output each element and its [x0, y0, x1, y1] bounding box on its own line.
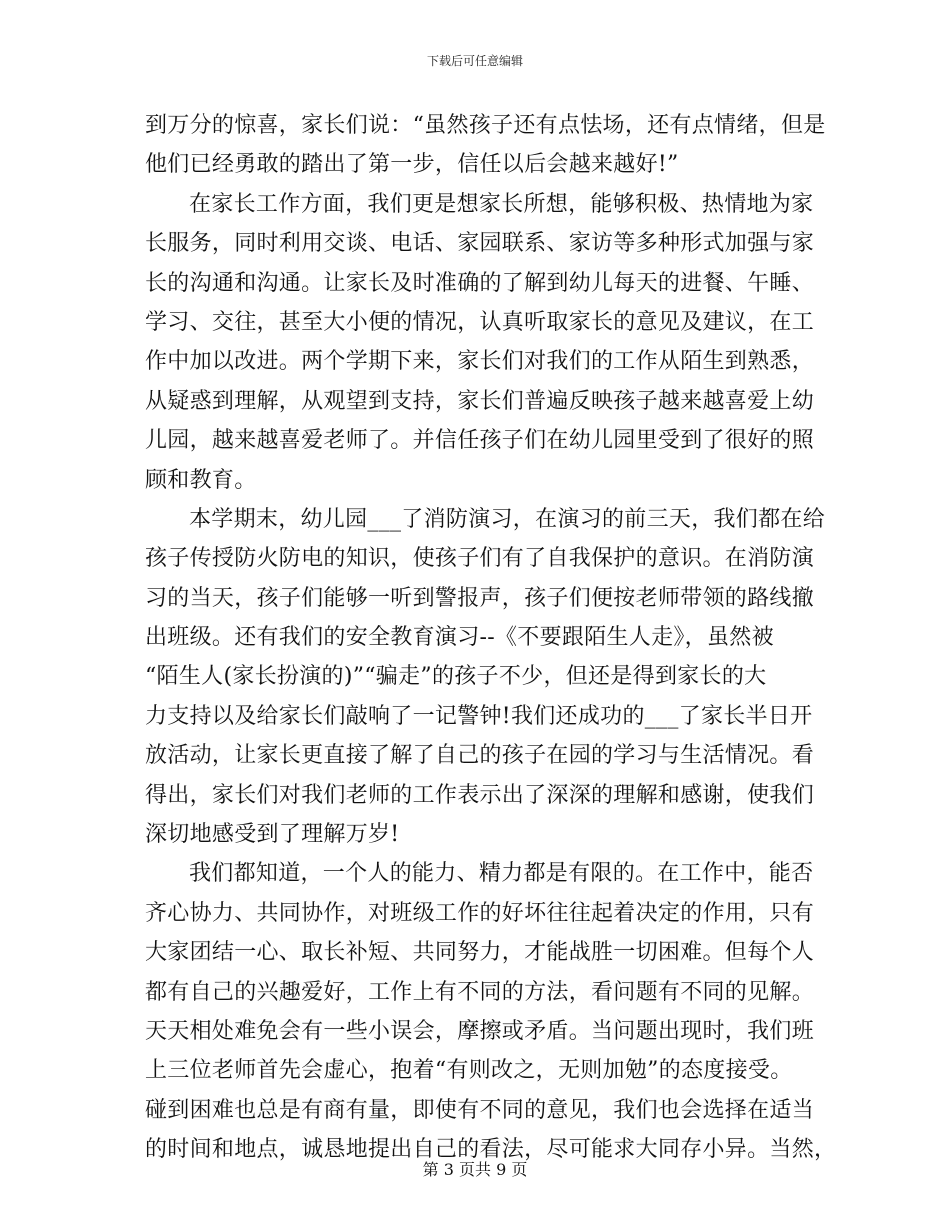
text-line: 作中加以改进。两个学期下来，家长们对我们的工作从陌生到熟悉，	[145, 349, 815, 375]
text-line: 他们已经勇敢的踏出了第一步，信任以后会越来越好!”	[145, 152, 679, 178]
text-line: 习的当天，孩子们能够一听到警报声，孩子们便按老师带领的路线撤	[145, 585, 815, 611]
text-line: 都有自己的兴趣爱好，工作上有不同的方法，看问题有不同的见解。	[145, 979, 815, 1005]
text-line: 得出，家长们对我们老师的工作表示出了深深的理解和感谢，使我们	[145, 782, 815, 808]
text-line: 天天相处难免会有一些小误会，摩擦或矛盾。当问题出现时，我们班	[145, 1018, 815, 1044]
text-line: 碰到困难也总是有商有量，即使有不同的意见，我们也会选择在适当	[145, 1097, 815, 1123]
text-line: 长的沟通和沟通。让家长及时准确的了解到幼儿每天的进餐、午睡、	[145, 270, 815, 296]
text-line: 大家团结一心、取长补短、共同努力，才能战胜一切困难。但每个人	[145, 940, 815, 966]
text-line: 在家长工作方面，我们更是想家长所想，能够积极、热情地为家	[189, 191, 814, 217]
text-line: 出班级。还有我们的安全教育演习--《不要跟陌生人走》，虽然被	[145, 625, 774, 651]
text-line: 力支持以及给家长们敲响了一记警钟!我们还成功的___了家长半日开	[145, 703, 813, 729]
text-line: 放活动，让家长更直接了解了自己的孩子在园的学习与生活情况。看	[145, 743, 815, 769]
text-line: 到万分的惊喜，家长们说：“虽然孩子还有点怯场，还有点情绪，但是	[145, 113, 826, 138]
text-line: 齐心协力、共同协作，对班级工作的好坏往往起着决定的作用，只有	[145, 900, 815, 926]
page-footer: 第 3 页共 9 页	[422, 1160, 528, 1179]
text-line: 深切地感受到了理解万岁!	[145, 822, 400, 848]
text-line: 长服务，同时利用交谈、电话、家园联系、家访等多种形式加强与家	[145, 231, 815, 257]
text-line: 上三位老师首先会虚心，抱着“有则改之，无则加勉”的态度接受。	[145, 1058, 793, 1084]
text-line: 我们都知道，一个人的能力、精力都是有限的。在工作中，能否	[189, 861, 814, 887]
page-header: 下载后可任意编辑	[426, 54, 523, 68]
text-line: 孩子传授防火防电的知识，使孩子们有了自我保护的意识。在消防演	[145, 546, 815, 572]
text-line: 儿园，越来越喜爱老师了。并信任孩子们在幼儿园里受到了很好的照	[145, 428, 815, 454]
text-line: “陌生人(家长扮演的)”“骗走”的孩子不少，但还是得到家长的大	[145, 664, 767, 690]
text-line: 本学期末，幼儿园___了消防演习，在演习的前三天，我们都在给	[189, 506, 826, 532]
text-line: 从疑惑到理解，从观望到支持，家长们普遍反映孩子越来越喜爱上幼	[145, 388, 815, 414]
text-line: 学习、交往，甚至大小便的情况，认真听取家长的意见及建议，在工	[145, 309, 815, 335]
document-body	[145, 106, 837, 1170]
text-line: 的时间和地点，诚恳地提出自己的看法，尽可能求大同存小异。当然，	[145, 1137, 837, 1163]
text-line: 顾和教育。	[145, 467, 257, 493]
